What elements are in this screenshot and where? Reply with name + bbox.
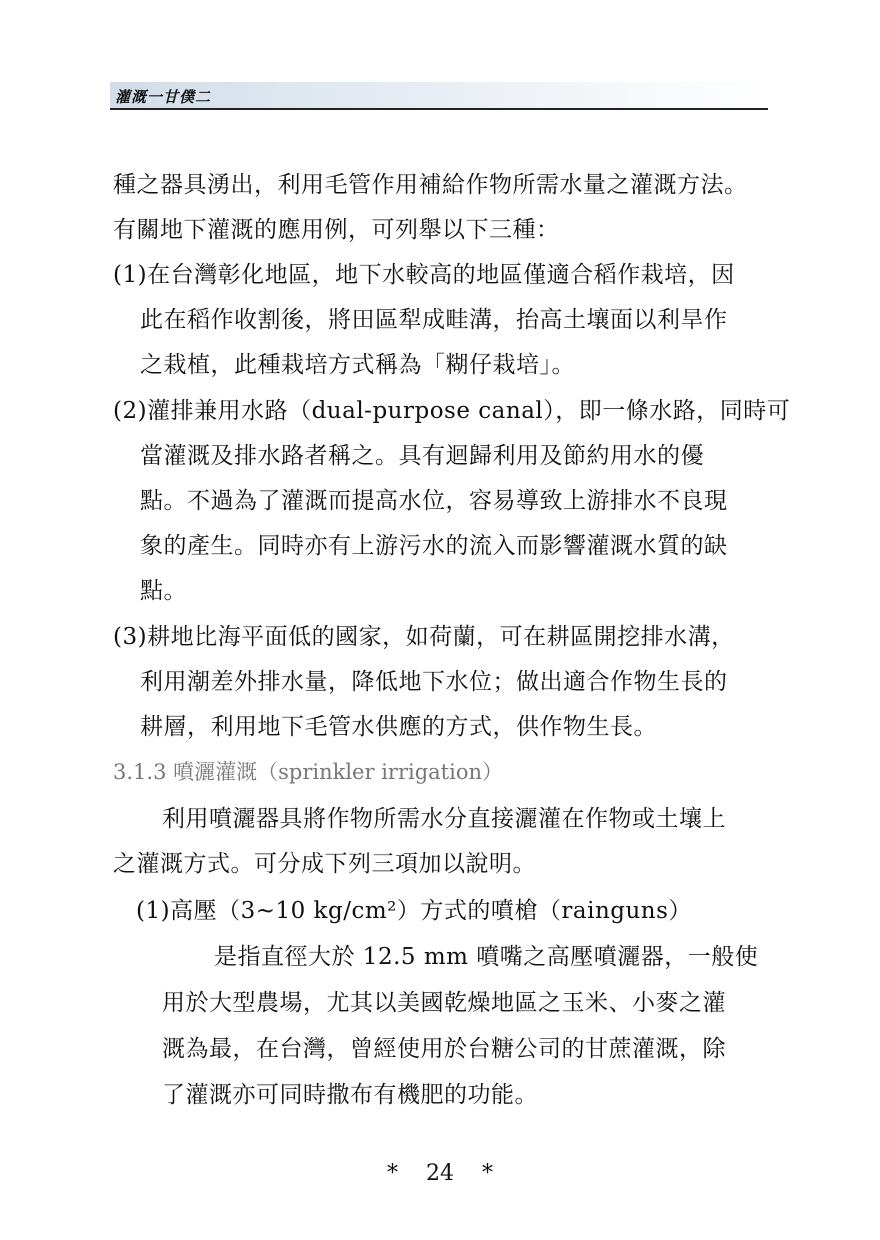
footer-star-left: * bbox=[387, 1161, 398, 1186]
list-item-3-line: 利用潮差外排水量，降低地下水位；做出適合作物生長的 bbox=[140, 669, 728, 695]
list-item-2-line: 當灌溉及排水路者稱之。具有迴歸利用及節約用水的優 bbox=[140, 443, 704, 469]
body-line: 有關地下灌溉的應用例，可列舉以下三種： bbox=[113, 217, 560, 243]
footer-star-right: * bbox=[482, 1161, 493, 1186]
body-line: 種之器具湧出，利用毛管作用補給作物所需水量之灌溉方法。 bbox=[113, 172, 748, 198]
page-footer bbox=[0, 1163, 880, 1185]
running-header-title: 灌溉一甘僕二 bbox=[115, 88, 212, 106]
list-item-2-line: 點。不過為了灌溉而提高水位，容易導致上游排水不良現 bbox=[140, 488, 728, 514]
list-item-2-line: 點。 bbox=[140, 578, 187, 604]
body-line: 利用噴灑器具將作物所需水分直接灑灌在作物或土壤上 bbox=[162, 806, 726, 832]
list-item-1-line: (1)在台灣彰化地區，地下水較高的地區僅適合稻作栽培，因 bbox=[113, 262, 735, 288]
list-item-1-line: 之栽植，此種栽培方式稱為「糊仔栽培」。 bbox=[140, 352, 575, 378]
list-item-3-line: (3)耕地比海平面低的國家，如荷蘭，可在耕區開挖排水溝， bbox=[113, 624, 735, 650]
list-item-1-line: 此在稻作收割後，將田區犁成畦溝，抬高土壤面以利旱作 bbox=[140, 307, 728, 333]
sub-item-1-line: 溉為最，在台灣，曾經使用於台糖公司的甘蔗灌溉，除 bbox=[162, 1036, 726, 1062]
list-item-3-line: 耕層，利用地下毛管水供應的方式，供作物生長。 bbox=[140, 714, 657, 740]
body-line: 之灌溉方式。可分成下列三項加以說明。 bbox=[113, 851, 536, 877]
sub-item-1-line: 了灌溉亦可同時撒布有機肥的功能。 bbox=[162, 1082, 538, 1108]
list-item-2-line: (2)灌排兼用水路（dual-purpose canal），即一條水路，同時可 bbox=[113, 398, 791, 424]
sub-item-1-line: 用於大型農場，尤其以美國乾燥地區之玉米、小麥之灌 bbox=[162, 990, 726, 1016]
header-rule bbox=[110, 108, 768, 110]
sub-item-1-title: (1)高壓（3~10 kg/cm²）方式的噴槍（rainguns） bbox=[136, 898, 692, 924]
sub-item-1-line: 是指直徑大於 12.5 mm 噴嘴之高壓噴灑器，一般使 bbox=[214, 944, 759, 970]
section-heading: 3.1.3 噴灑灌溉（sprinkler irrigation） bbox=[113, 760, 503, 784]
page-number: 24 bbox=[426, 1161, 454, 1186]
list-item-2-line: 象的產生。同時亦有上游污水的流入而影響灌溉水質的缺 bbox=[140, 533, 728, 559]
